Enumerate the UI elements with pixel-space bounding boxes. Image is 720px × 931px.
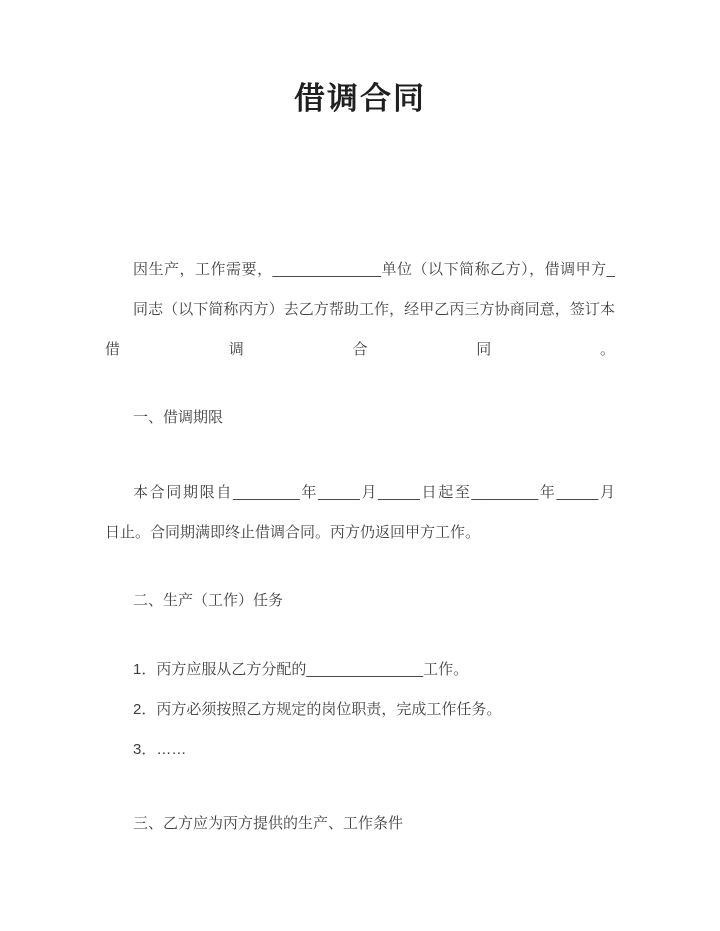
document-title: 借调合同 [294, 81, 426, 116]
task-item-1: 1．丙方应服从乙方分配的______________工作。 [133, 661, 469, 678]
section-3-heading: 三、乙方应为丙方提供的生产、工作条件 [133, 815, 404, 832]
term-line-1: 本合同期限自________年_____月_____日起至________年_____月 [133, 484, 615, 501]
task-item-3: 3．…… [133, 741, 187, 758]
section-2-heading: 二、生产（工作）任务 [133, 592, 284, 609]
intro-line-1: 因生产，工作需要，_____________单位（以下简称乙方），借调甲方_ [133, 261, 615, 278]
section-1-heading: 一、借调期限 [133, 409, 224, 426]
task-item-2: 2．丙方必须按照乙方规定的岗位职责，完成工作任务。 [133, 701, 502, 718]
term-line-2: 日止。合同期满即终止借调合同。丙方仍返回甲方工作。 [105, 524, 481, 541]
intro-line-2: 同志（以下简称丙方）去乙方帮助工作，经甲乙丙三方协商同意，签订本借调合同。 [105, 301, 615, 358]
